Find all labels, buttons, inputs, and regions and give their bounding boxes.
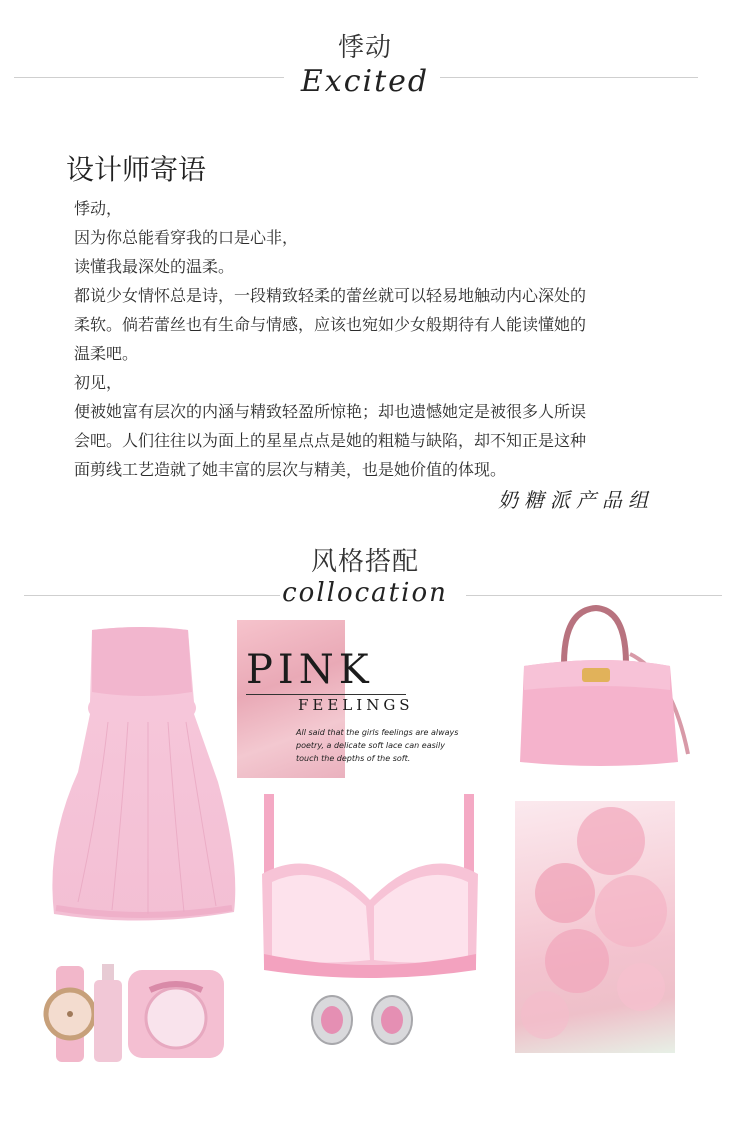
pink-description: All said that the girls feelings are always poetry, a delicate soft lace can easily touch the depths of the soft. [296,728,459,763]
pink-handbag-image [512,604,696,770]
heading-rule [246,694,406,695]
section-title-cn: 悸动 [337,33,392,63]
note-line: 会吧。人们往往以为面上的星星点点是她的粗糙与缺陷，却不知正是这种 [74,431,587,450]
pink-lace-bra-image [258,790,482,986]
pink-watch-image [42,966,98,1062]
crystal-earrings-image [310,992,416,1048]
section-title-en: Excited [300,64,430,99]
lotion-bottle-image [92,964,124,1062]
pink-radio-image [126,966,226,1060]
note-line: 读懂我最深处的温柔。 [74,257,235,276]
note-line: 温柔吧。 [74,344,139,363]
note-line: 悸动， [74,199,123,218]
section-heading-collocation [0,548,730,608]
note-line: 面剪线工艺造就了她丰富的层次与精美，也是她价值的体现。 [74,460,507,479]
designer-note-body [74,194,674,484]
section-heading-excited [0,34,730,99]
section-title-cn: 风格搭配 [310,547,419,577]
note-line: 都说少女情怀总是诗，一段精致轻柔的蕾丝就可以轻易地触动内心深处的 [74,286,587,305]
note-line: 柔软。倘若蕾丝也有生命与情感，应该也宛如少女般期待有人能读懂她的 [74,315,587,334]
designer-note-title: 设计师寄语 [66,153,207,186]
note-line: 便被她富有层次的内涵与精致轻盈所惊艳；却也遗憾她定是被很多人所误 [74,402,587,421]
pink-heading: PINK [246,647,374,693]
pink-dress-image [48,622,236,924]
note-line: 初见， [74,373,123,392]
feelings-heading: FEELINGS [298,696,414,714]
pink-flowers-image [515,801,675,1053]
signature: 奶糖派产品组 [498,488,654,512]
note-line: 因为你总能看穿我的口是心非， [74,228,299,247]
section-title-en: collocation [282,578,448,608]
